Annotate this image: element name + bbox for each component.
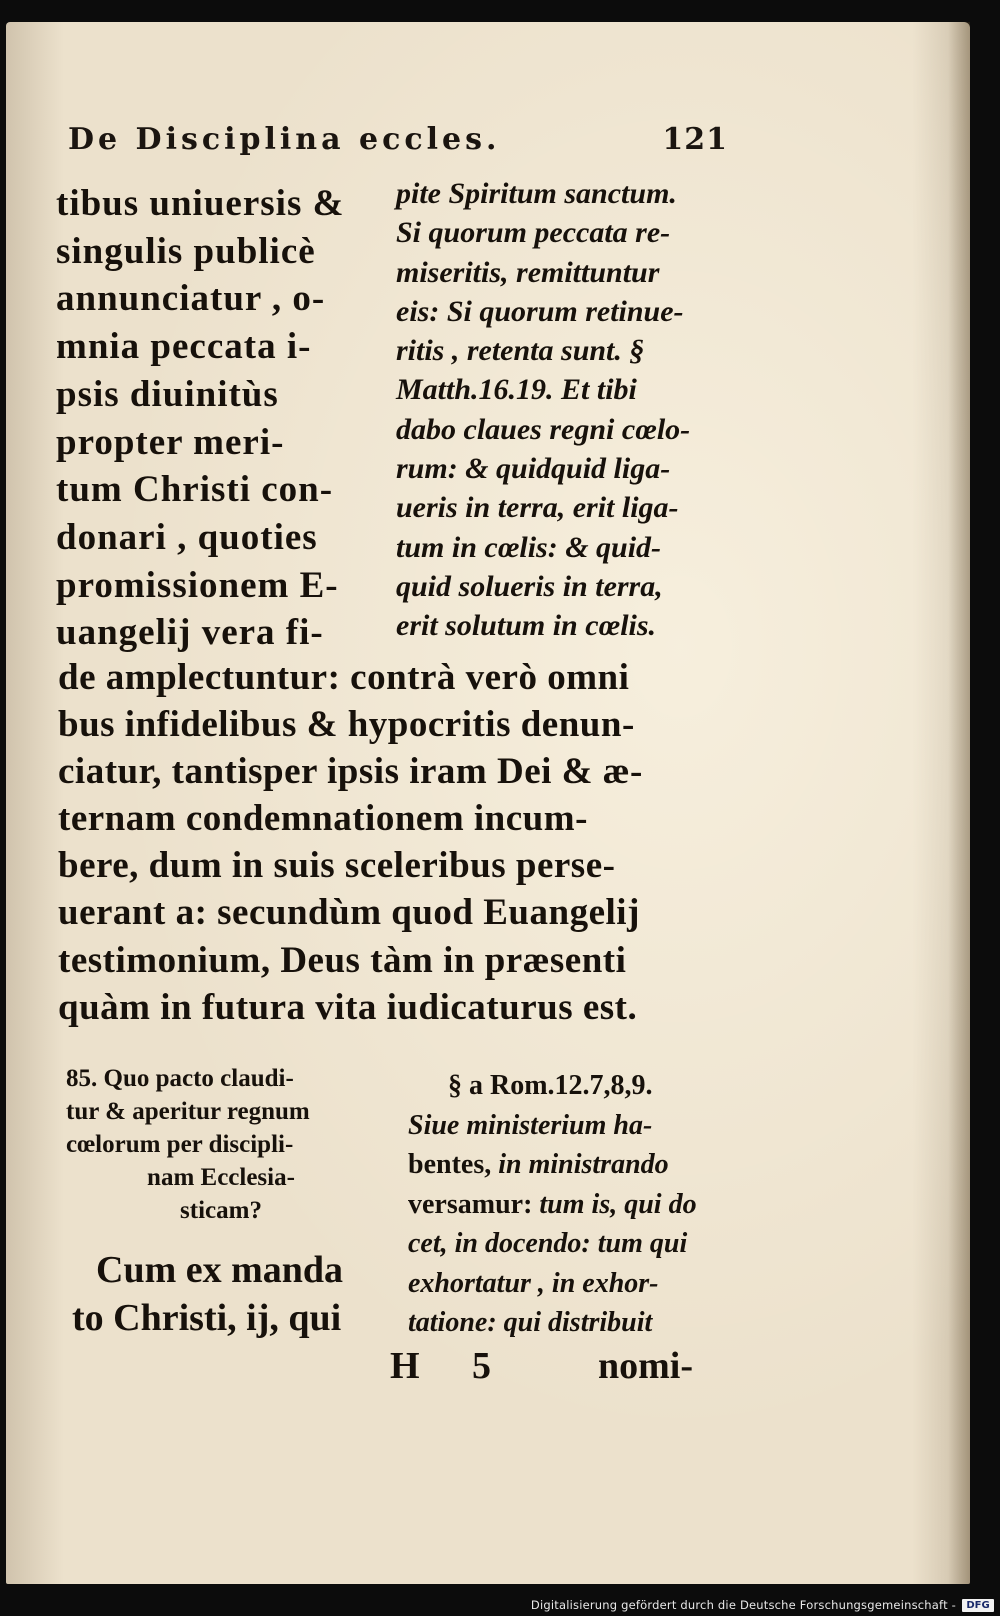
text-line: ueris in terra, erit liga- bbox=[396, 491, 679, 525]
text-line: psis diuinitùs bbox=[56, 373, 279, 415]
text-line: annunciatur , o- bbox=[56, 278, 326, 320]
text-line: bere, dum in suis sceleribus perse- bbox=[58, 845, 616, 887]
text-line: tibus uniuersis & bbox=[56, 183, 345, 224]
answer-line: to Christi, ij, qui bbox=[72, 1297, 342, 1339]
text-line: mnia peccata i- bbox=[56, 326, 312, 368]
text-line: propter meri- bbox=[56, 421, 285, 463]
note-line: Siue ministerium ha- bbox=[408, 1109, 653, 1141]
note-roman: versamur: bbox=[408, 1188, 540, 1220]
running-head bbox=[68, 122, 728, 157]
dfg-logo: DFG bbox=[962, 1599, 994, 1612]
note-line: exhortatur , in exhor- bbox=[408, 1267, 659, 1299]
catchword: nomi- bbox=[598, 1345, 693, 1387]
page-number: 121 bbox=[662, 122, 728, 157]
text-line: bus infidelibus & hypocritis denun- bbox=[58, 704, 635, 746]
text-line: uangelij vera fi- bbox=[56, 612, 324, 654]
question-85 bbox=[66, 1062, 376, 1227]
right-column-scripture bbox=[396, 174, 690, 646]
text-line: singulis publicè bbox=[56, 230, 316, 272]
text-line: ritis , retenta sunt. § bbox=[396, 334, 645, 368]
text-line: pite Spiritum sanctum. bbox=[396, 177, 677, 210]
text-line: rum: & quidquid liga- bbox=[396, 452, 671, 486]
text-line: promissionem E- bbox=[56, 564, 339, 606]
text-line: tum Christi con- bbox=[56, 469, 334, 511]
text-line: ciatur, tantisper ipsis iram Dei & æ- bbox=[58, 751, 643, 793]
book-page bbox=[6, 22, 970, 1584]
page-edge-shadow bbox=[948, 22, 970, 1584]
text-line: uerant a: secundùm quod Euangelij bbox=[58, 892, 640, 934]
text-line: eis: Si quorum retinue- bbox=[396, 294, 684, 328]
text-line: erit solutum in cœlis. bbox=[396, 609, 657, 643]
note-line: tatione: qui distribuit bbox=[408, 1307, 653, 1338]
text-line: tum in cœlis: & quid- bbox=[396, 530, 662, 564]
answer-text bbox=[72, 1246, 343, 1342]
note-line-mixed bbox=[408, 1185, 697, 1225]
note-italic: tum is, qui do bbox=[539, 1188, 697, 1220]
question-line: tur & aperitur regnum bbox=[66, 1098, 310, 1125]
margin-note-romans bbox=[408, 1066, 697, 1343]
text-line: quàm in futura vita iudicaturus est. bbox=[58, 986, 638, 1028]
question-line: sticam? bbox=[180, 1197, 262, 1224]
text-line: donari , quoties bbox=[56, 516, 318, 558]
text-line: miseritis, remittuntur bbox=[396, 255, 660, 289]
question-line: nam Ecclesia- bbox=[147, 1164, 295, 1191]
text-line: de amplectuntur: contrà verò omni bbox=[58, 657, 630, 698]
text-line: Matth.16.19. Et tibi bbox=[396, 373, 637, 407]
note-line-mixed bbox=[408, 1145, 697, 1185]
footer-bar bbox=[0, 1596, 1000, 1616]
text-line: Si quorum peccata re- bbox=[396, 216, 671, 250]
signature-mark: H bbox=[390, 1345, 420, 1387]
running-head-title: De Disciplina eccles. bbox=[68, 122, 501, 157]
note-roman: bentes, bbox=[408, 1149, 499, 1180]
question-line: 85. Quo pacto claudi- bbox=[66, 1065, 294, 1092]
note-line: § a Rom.12.7,8,9. bbox=[448, 1070, 653, 1101]
note-italic: in ministrando bbox=[498, 1149, 669, 1180]
text-line: testimonium, Deus tàm in præsenti bbox=[58, 939, 627, 981]
note-line: cet, in docendo: tum qui bbox=[408, 1228, 688, 1259]
answer-line: Cum ex manda bbox=[96, 1249, 344, 1291]
signature-number: 5 bbox=[472, 1345, 491, 1387]
text-line: ternam condemnationem incum- bbox=[58, 798, 588, 840]
funding-credit: Digitalisierung gefördert durch die Deutsche Forschungsgemeinschaft - bbox=[530, 1598, 956, 1612]
full-width-paragraph bbox=[58, 654, 643, 1031]
left-column-text bbox=[56, 180, 344, 657]
text-line: dabo claues regni cœlo- bbox=[396, 412, 691, 446]
question-line: cœlorum per discipli- bbox=[66, 1131, 294, 1158]
text-line: quid solueris in terra, bbox=[396, 569, 663, 603]
